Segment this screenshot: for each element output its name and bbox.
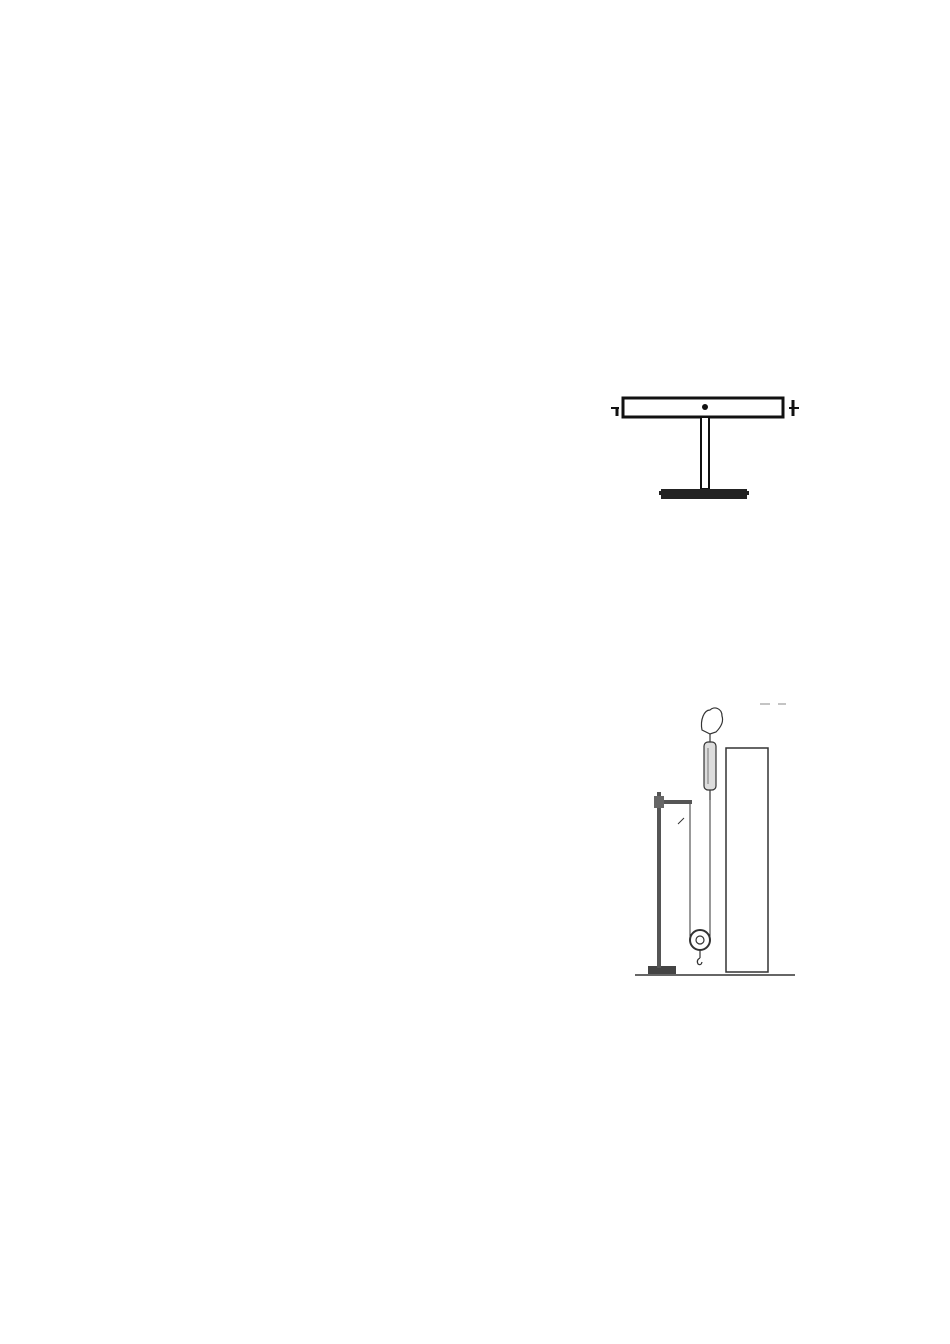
hand-icon bbox=[701, 708, 722, 734]
figure-19-lever bbox=[605, 362, 805, 557]
spring-scale bbox=[704, 742, 716, 790]
stand-base bbox=[648, 966, 676, 974]
lever-diagram bbox=[605, 362, 805, 557]
ruler bbox=[726, 748, 768, 972]
figure-21-pulley-setup bbox=[630, 700, 800, 1000]
pulley-diagram bbox=[630, 700, 800, 1000]
